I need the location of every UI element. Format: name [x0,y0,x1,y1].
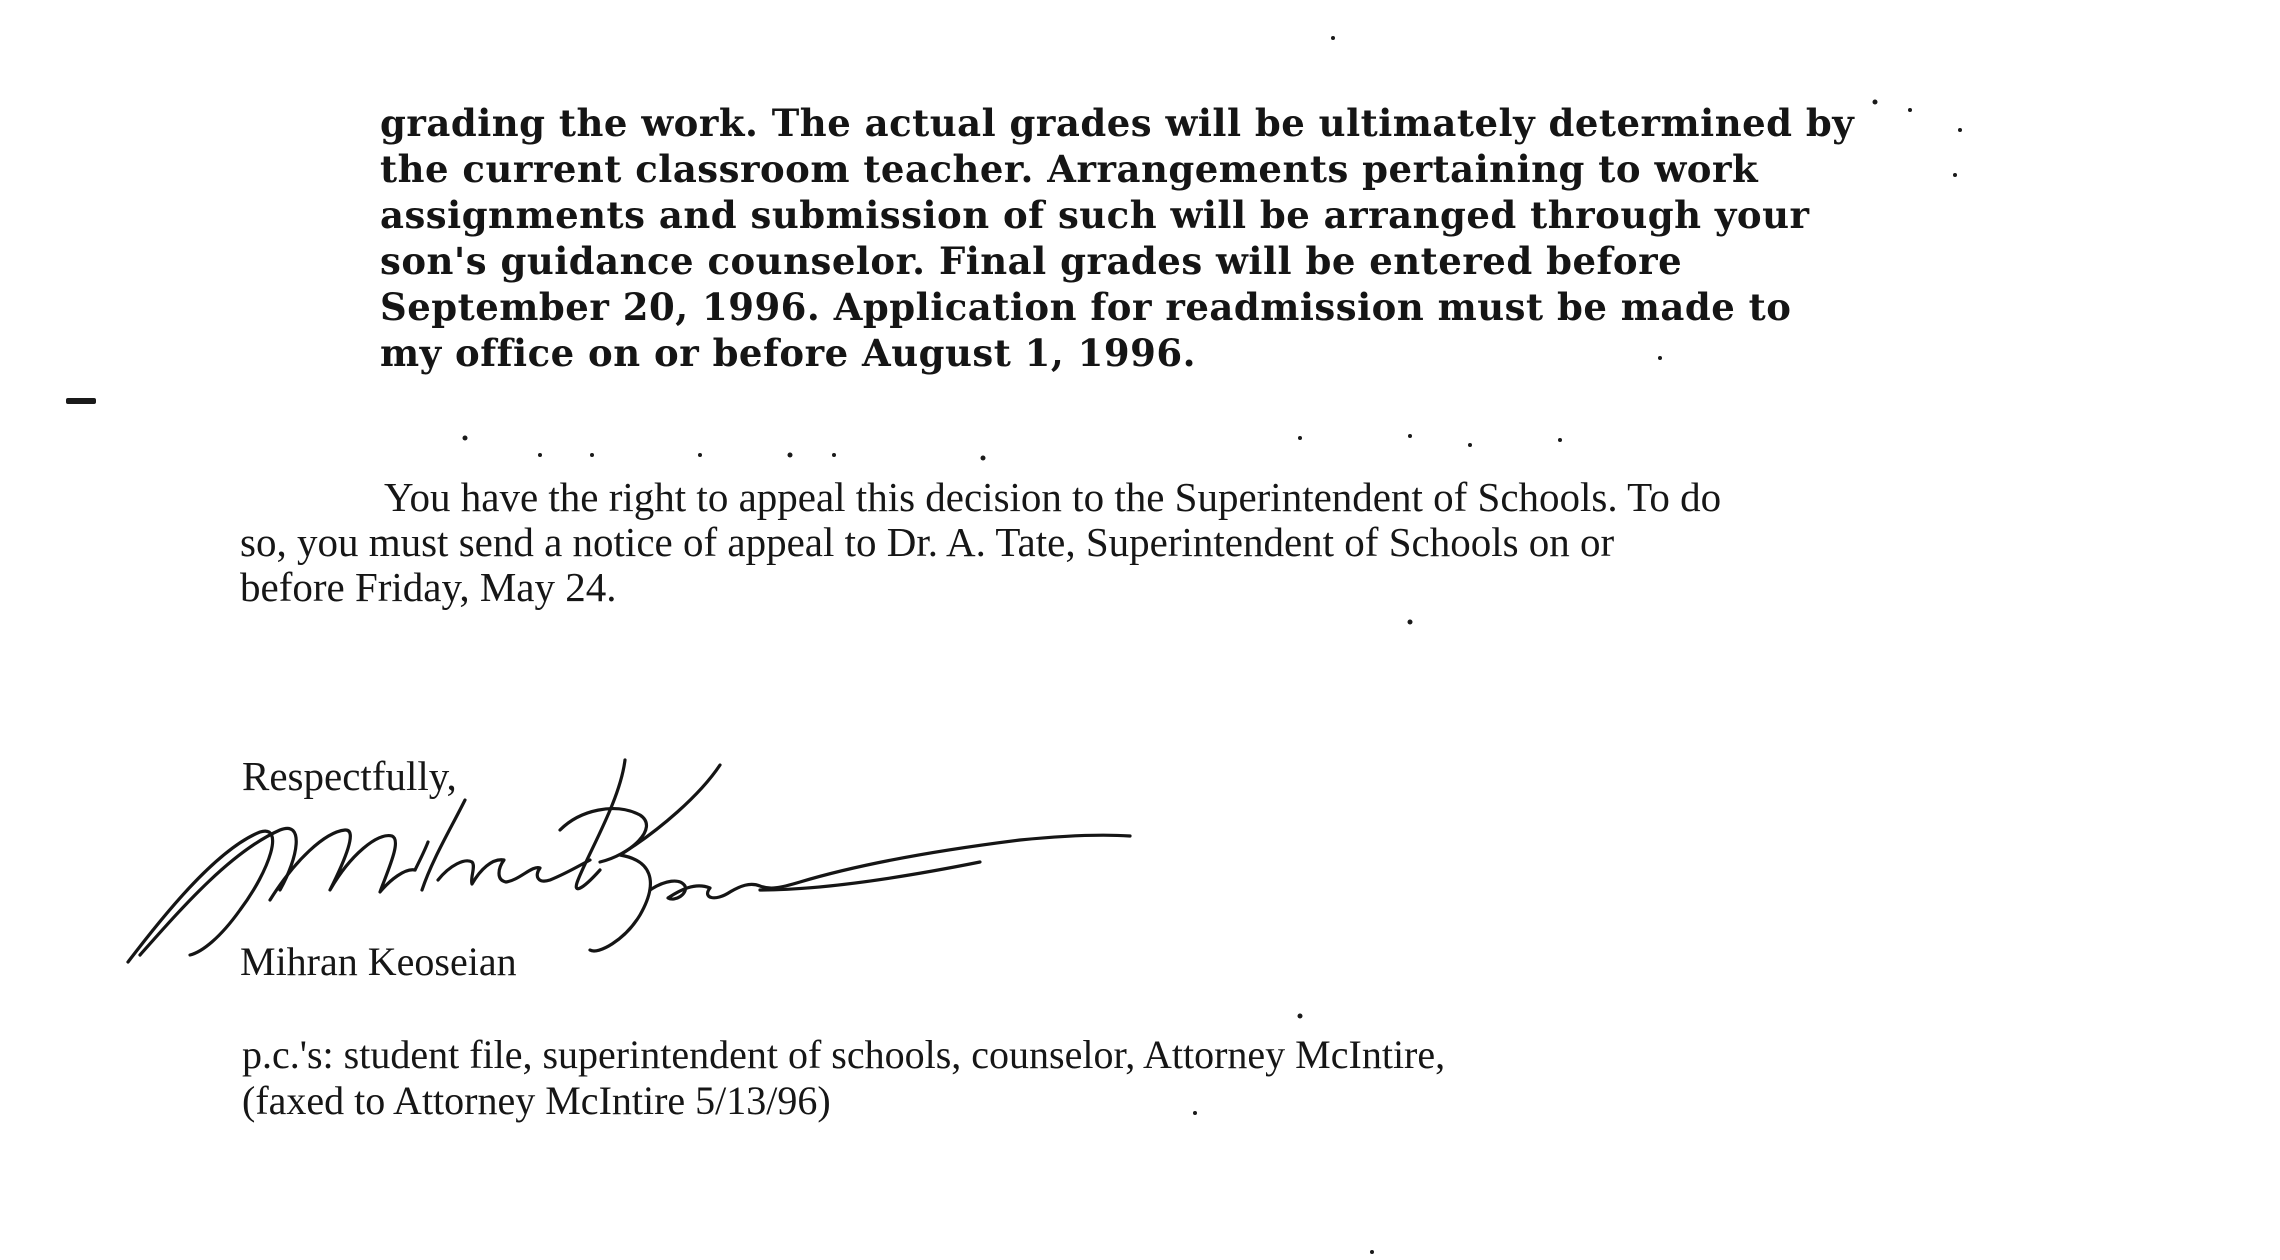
appeal-paragraph-line: before Friday, May 24. [240,564,617,610]
signer-name: Mihran Keoseian [240,939,517,984]
bold-paragraph [380,100,1980,376]
carbon-copy-line: (faxed to Attorney McIntire 5/13/96) [242,1078,831,1123]
closing-salutation: Respectfully, [242,753,457,799]
appeal-paragraph-line: You have the right to appeal this decision to the Superintendent of Schools. To do [384,474,1722,520]
carbon-copy-list [242,1032,1445,1124]
bold-paragraph-line: the current classroom teacher. Arrangements pertaining to work [380,147,1759,191]
bold-paragraph-line: grading the work. The actual grades will be ultimately determined by [380,101,1855,145]
bold-paragraph-line: son's guidance counselor. Final grades will be entered before [380,239,1683,283]
appeal-paragraph-line: so, you must send a notice of appeal to Dr. A. Tate, Superintendent of Schools on or [240,519,1615,565]
appeal-paragraph [240,475,2020,610]
bold-paragraph-line: September 20, 1996. Application for readmission must be made to [380,285,1792,329]
carbon-copy-line: p.c.'s: student file, superintendent of schools, counselor, Attorney McIntire, [242,1032,1446,1077]
bold-paragraph-line: my office on or before August 1, 1996. [380,331,1197,375]
bold-paragraph-line: assignments and submission of such will be arranged through your [380,193,1810,237]
